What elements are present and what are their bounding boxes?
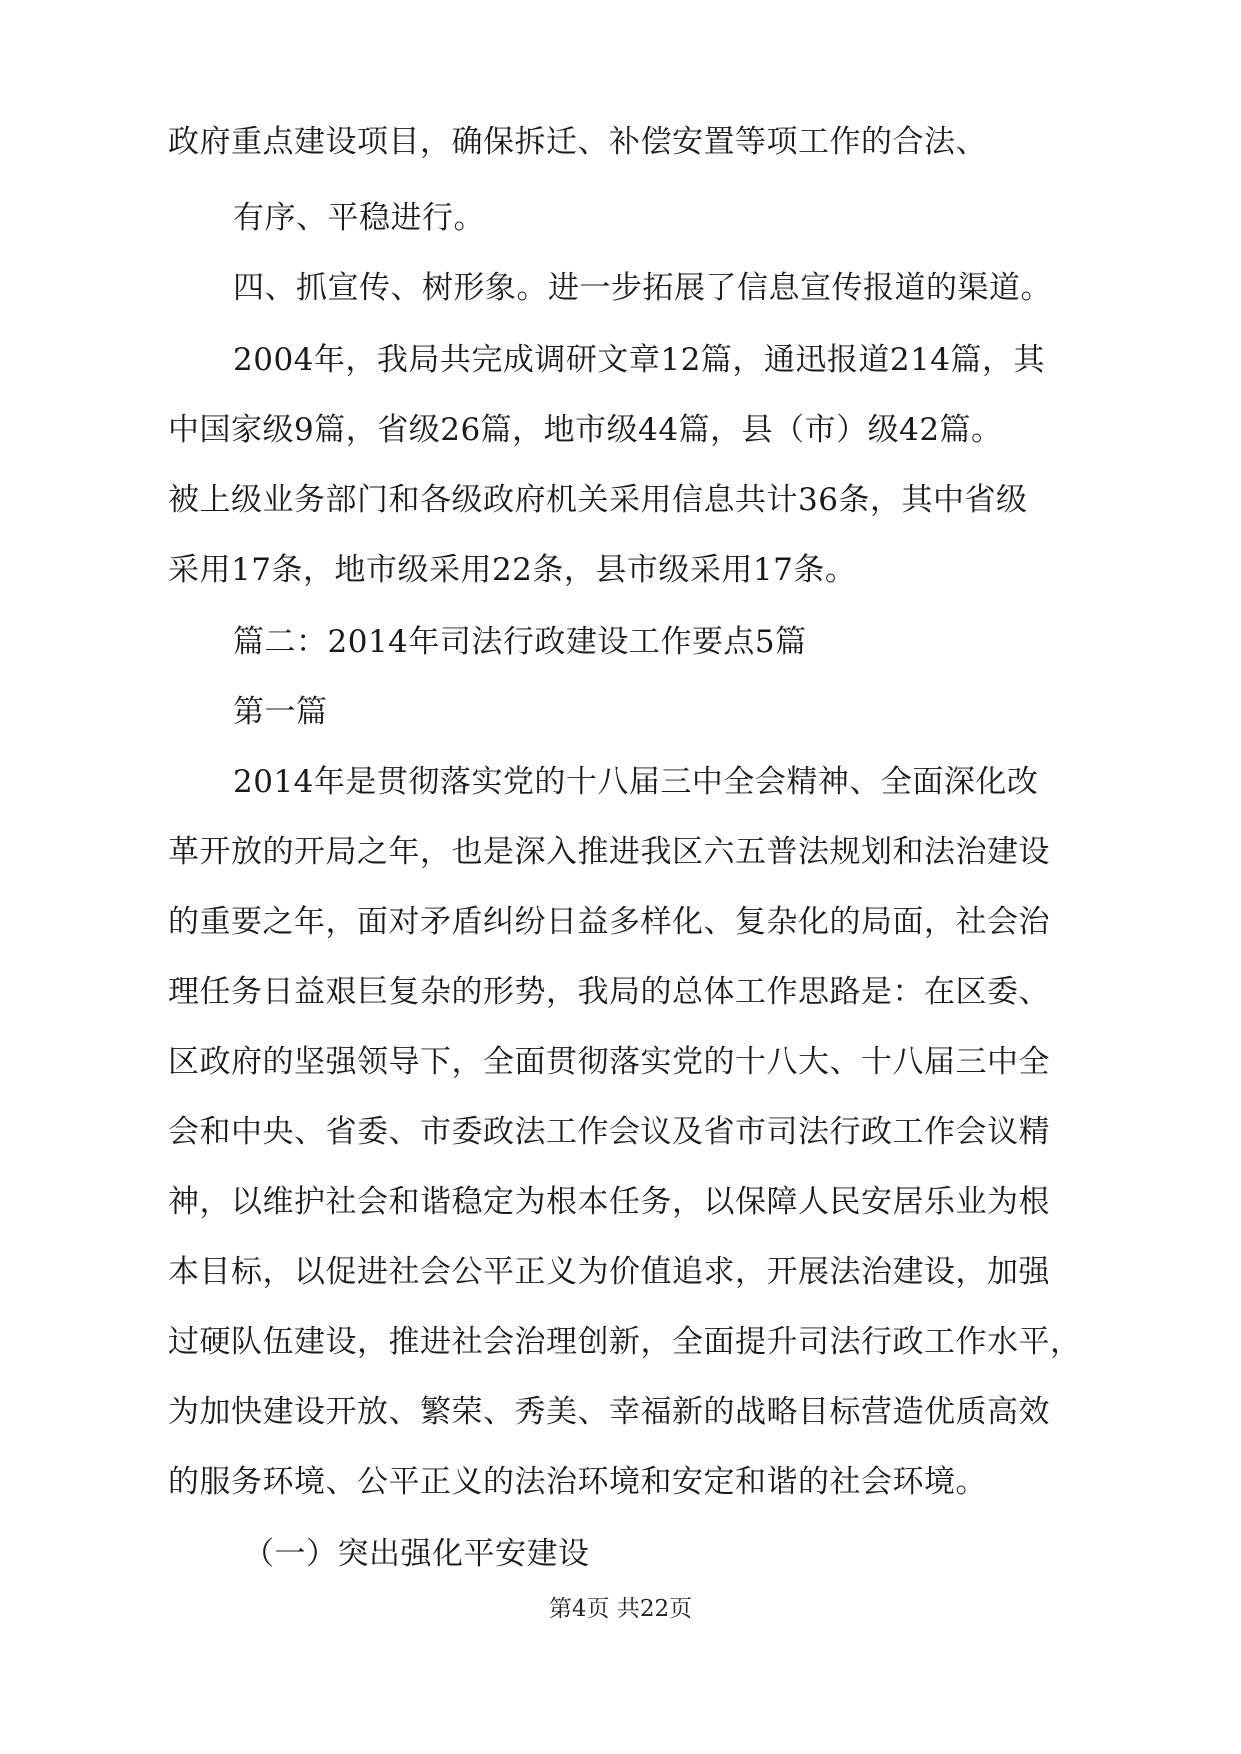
text-line-1: 政府重点建设项目，确保拆迁、补偿安置等项工作的合法、 <box>168 124 987 160</box>
text-line-14: 区政府的坚强领导下，全面贯彻落实党的十八大、十八届三中全 <box>168 1044 1050 1080</box>
text-line-16: 神，以维护社会和谐稳定为根本任务，以保障人民安居乐业为根 <box>168 1184 1050 1220</box>
subsection-heading: 第一篇 <box>233 694 328 730</box>
text-line-6: 被上级业务部门和各级政府机关采用信息共计36条，其中省级 <box>168 482 1028 518</box>
text-line-3: 四、抓宣传、树形象。进一步拓展了信息宣传报道的渠道。 <box>233 270 1052 306</box>
text-line-18: 过硬队伍建设，推进社会治理创新，全面提升司法行政工作水平， <box>168 1324 1082 1360</box>
text-line-7: 采用17条，地市级采用22条，县市级采用17条。 <box>168 552 857 588</box>
page-number-footer: 第4页 共22页 <box>548 1596 693 1622</box>
text-line-19: 为加快建设开放、繁荣、秀美、幸福新的战略目标营造优质高效 <box>168 1394 1050 1430</box>
text-line-2: 有序、平稳进行。 <box>233 200 485 236</box>
text-line-17: 本目标，以促进社会公平正义为价值追求，开展法治建设，加强 <box>168 1254 1050 1290</box>
section-heading: 篇二：2014年司法行政建设工作要点5篇 <box>233 624 807 660</box>
text-line-4: 2004年，我局共完成调研文章12篇，通迅报道214篇，其 <box>233 342 1046 378</box>
text-line-13: 理任务日益艰巨复杂的形势，我局的总体工作思路是：在区委、 <box>168 974 1050 1010</box>
text-line-11: 革开放的开局之年，也是深入推进我区六五普法规划和法治建设 <box>168 834 1050 870</box>
text-line-5: 中国家级9篇，省级26篇，地市级44篇，县（市）级42篇。 <box>168 412 1003 448</box>
text-line-10: 2014年是贯彻落实党的十八届三中全会精神、全面深化改 <box>233 764 1039 800</box>
text-line-12: 的重要之年，面对矛盾纠纷日益多样化、复杂化的局面，社会治 <box>168 904 1050 940</box>
text-line-15: 会和中央、省委、市委政法工作会议及省市司法行政工作会议精 <box>168 1114 1050 1150</box>
text-line-20: 的服务环境、公平正义的法治环境和安定和谐的社会环境。 <box>168 1464 987 1500</box>
text-line-21: （一）突出强化平安建设 <box>243 1536 590 1572</box>
